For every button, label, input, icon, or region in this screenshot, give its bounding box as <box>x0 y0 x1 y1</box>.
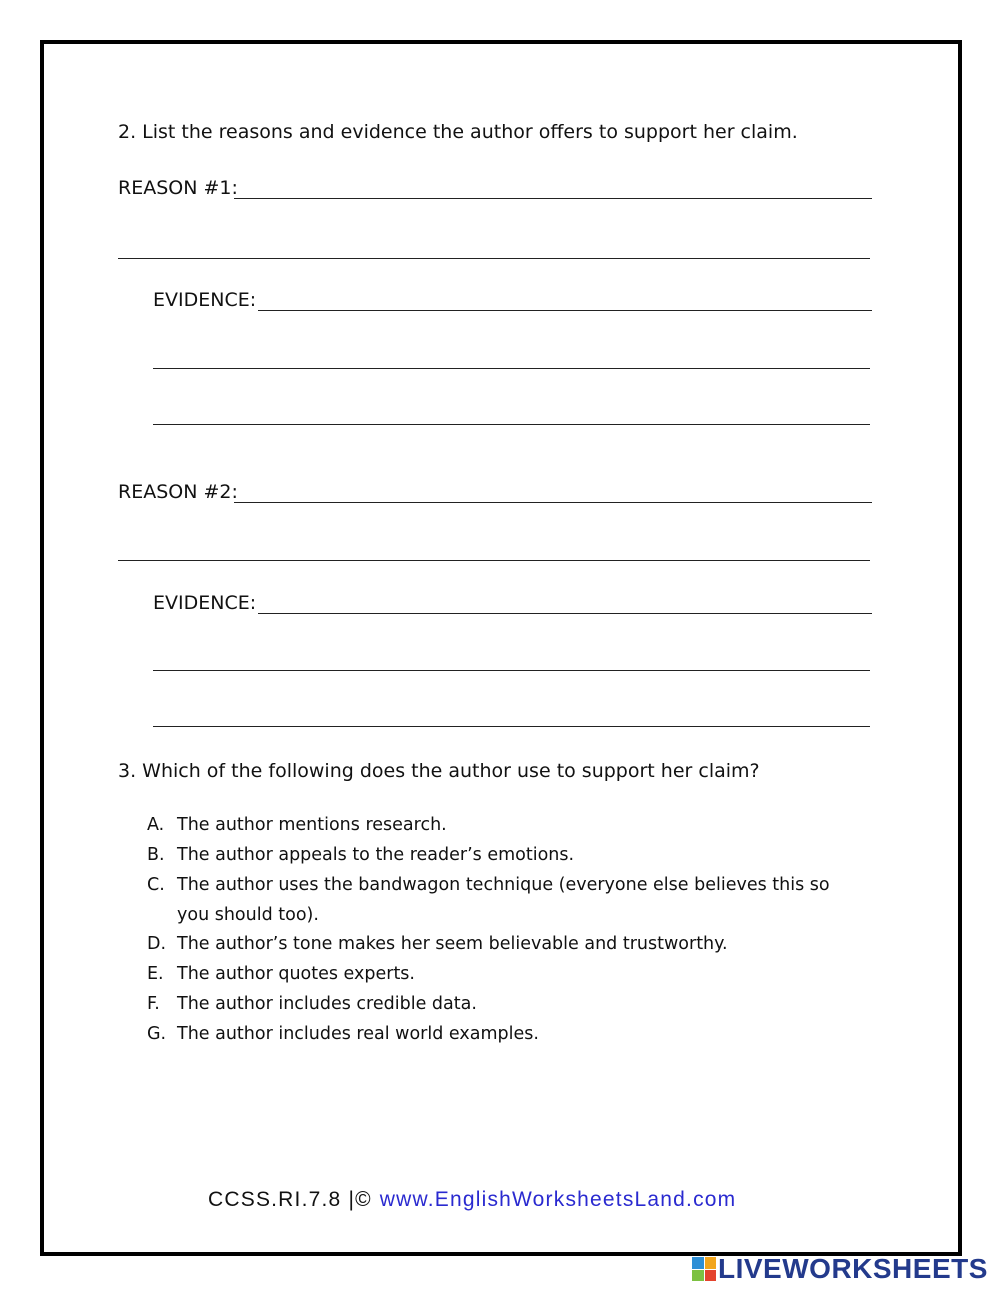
logo-tile <box>692 1270 704 1282</box>
choice-letter: G. <box>147 1024 167 1044</box>
logo-tile <box>705 1257 717 1269</box>
liveworksheets-logo-icon <box>692 1257 716 1281</box>
choice-text: The author quotes experts. <box>177 964 415 984</box>
choice-letter: A. <box>147 815 165 835</box>
choice-letter: B. <box>147 845 165 865</box>
reason-1-answer-line-2[interactable] <box>118 258 870 259</box>
footer-url-link[interactable]: www.EnglishWorksheetsLand.com <box>379 1188 737 1211</box>
evidence-2-label: EVIDENCE: <box>153 592 257 614</box>
choice-letter: F. <box>147 994 160 1014</box>
question-3-prompt: 3. Which of the following does the author use to support her claim? <box>118 760 760 782</box>
choice-letter: E. <box>147 964 164 984</box>
evidence-1-answer-line-1[interactable] <box>258 310 872 311</box>
reason-2-label: REASON #2: <box>118 481 238 503</box>
evidence-2-answer-line-3[interactable] <box>153 726 870 727</box>
evidence-1-answer-line-3[interactable] <box>153 424 870 425</box>
evidence-1-answer-line-2[interactable] <box>153 368 870 369</box>
reason-2-answer-line-1[interactable] <box>234 502 872 503</box>
footer-standard: CCSS.RI.7.8 |© <box>208 1188 372 1211</box>
logo-tile <box>705 1270 717 1282</box>
choice-text: The author mentions research. <box>177 815 447 835</box>
liveworksheets-wordmark: LIVEWORKSHEETS <box>718 1253 988 1284</box>
evidence-2-answer-line-2[interactable] <box>153 670 870 671</box>
choice-text: The author includes credible data. <box>177 994 477 1014</box>
choice-text: The author appeals to the reader’s emotions. <box>177 845 575 865</box>
choice-text: The author’s tone makes her seem believable and trustworthy. <box>177 934 728 954</box>
logo-tile <box>692 1257 704 1269</box>
choice-text: The author uses the bandwagon technique (everyone else believes this so you should too). <box>177 875 830 925</box>
reason-2-answer-line-2[interactable] <box>118 560 870 561</box>
evidence-2-answer-line-1[interactable] <box>258 613 872 614</box>
choice-letter: C. <box>147 875 165 895</box>
choice-letter: D. <box>147 934 167 954</box>
choice-text: The author includes real world examples. <box>177 1024 539 1044</box>
liveworksheets-brand[interactable] <box>692 1254 988 1284</box>
question-2-prompt: 2. List the reasons and evidence the author offers to support her claim. <box>118 121 798 143</box>
reason-1-label: REASON #1: <box>118 177 238 199</box>
evidence-1-label: EVIDENCE: <box>153 289 257 311</box>
page-border <box>40 40 962 1256</box>
reason-1-answer-line-1[interactable] <box>234 198 872 199</box>
footer <box>208 1188 736 1212</box>
